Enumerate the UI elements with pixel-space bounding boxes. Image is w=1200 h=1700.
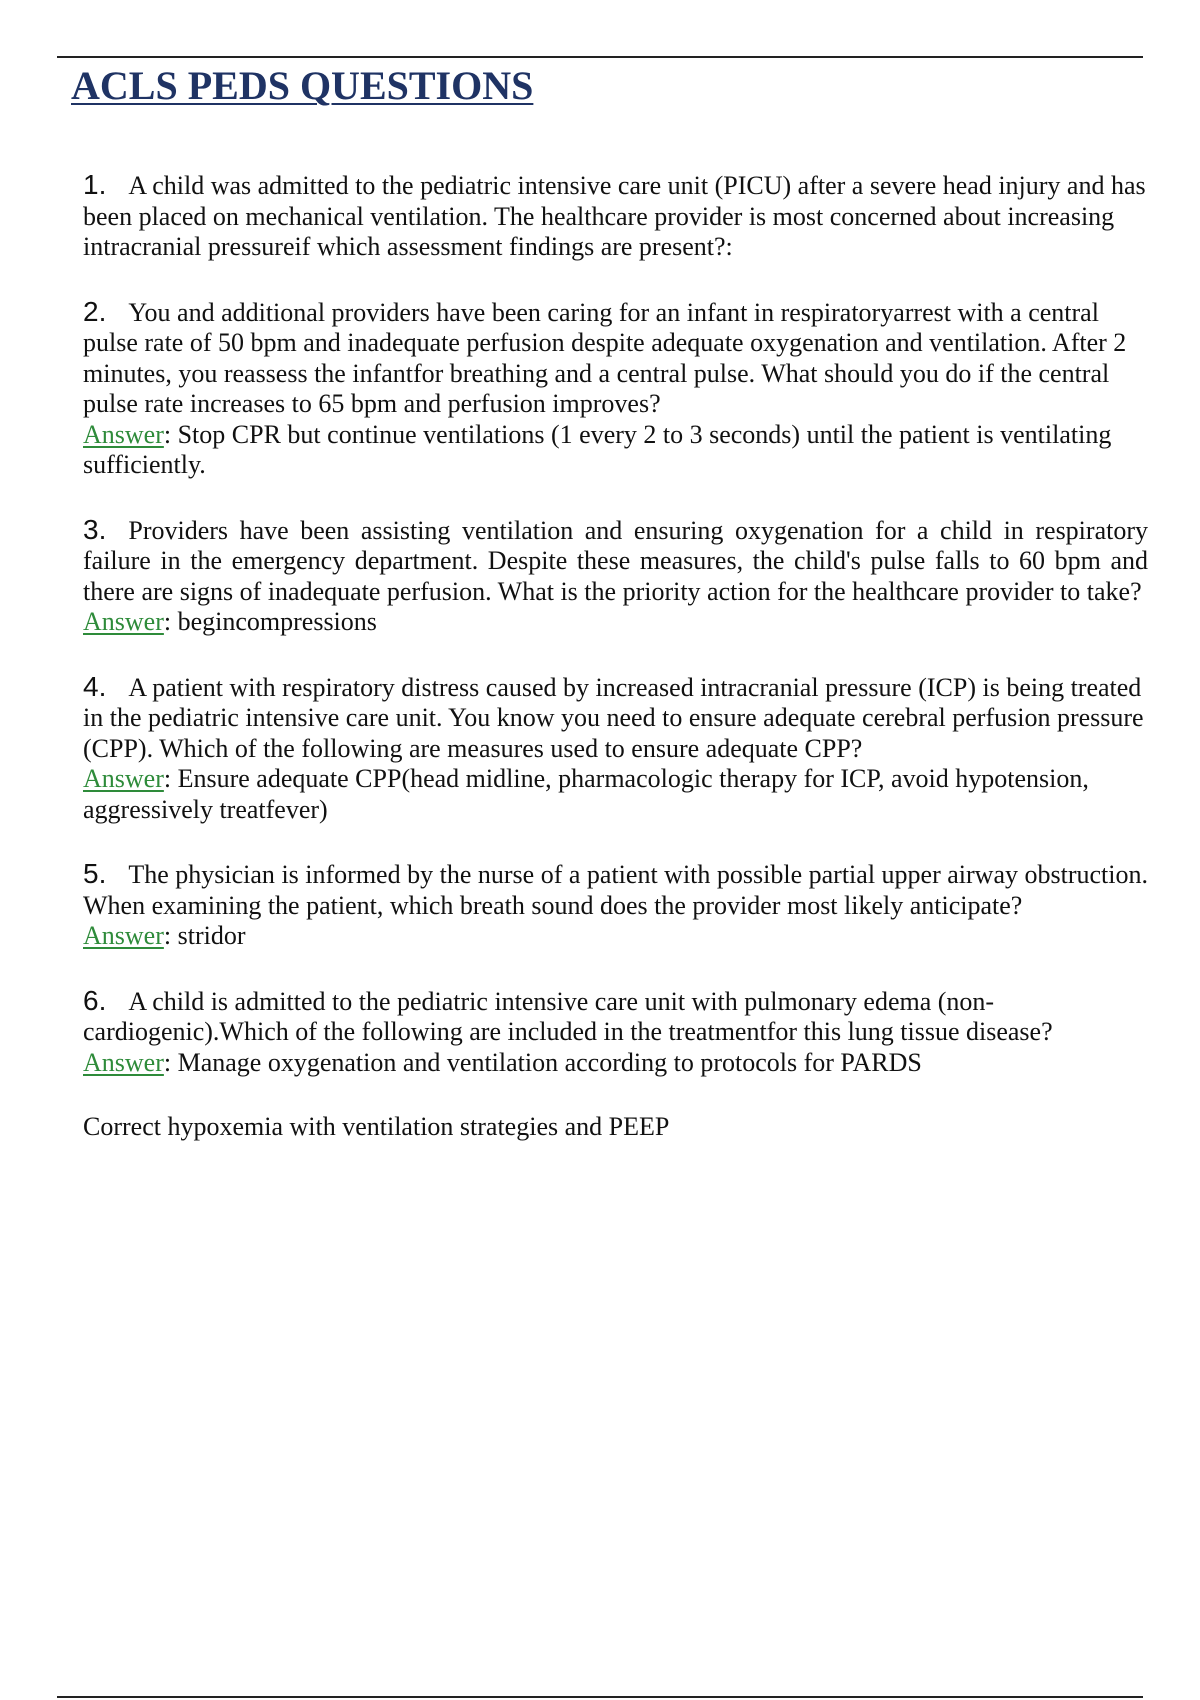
extra-note: Correct hypoxemia with ventilation strategies and PEEP xyxy=(83,1112,670,1141)
question-text xyxy=(83,170,1148,263)
answer-text xyxy=(83,764,1148,825)
question-text xyxy=(83,859,1148,921)
question-number: 1. xyxy=(83,169,107,200)
answer-body: : stridor xyxy=(163,921,246,950)
answer-label: Answer xyxy=(83,764,164,793)
question-item-2 xyxy=(83,297,1148,481)
question-body: The physician is informed by the nurse of a patient with possible partial upper airway obstruction. When examining the patient, which breath sound does the provider most likely anticipate? xyxy=(83,860,1148,920)
document-title: ACLS PEDS QUESTIONS xyxy=(71,63,534,108)
question-body: A patient with respiratory distress caused by increased intracranial pressure (ICP) is being treated in the pediatric intensive care unit. You know you need to ensure adequate cerebral perfusion pressure (CPP). Which of the following are measures used to ensure adequate CPP? xyxy=(83,672,1144,763)
answer-body: : Manage oxygenation and ventilation according to protocols for PARDS xyxy=(163,1047,922,1077)
question-item-4 xyxy=(83,672,1148,826)
answer-body: : Ensure adequate CPP(head midline, pharmacologic therapy for ICP, avoid hypotension, aggressively treatfever) xyxy=(83,764,1089,824)
question-number: 4. xyxy=(83,670,107,702)
answer-label: Answer xyxy=(83,921,164,950)
question-number: 2. xyxy=(83,295,107,327)
answer-text xyxy=(83,607,1148,638)
question-body: Providers have been assisting ventilation and ensuring oxygenation for a child in respiratory failure in the emergency department. Despite these measures, the child's pulse falls to 60 bpm and there are signs of inadequate perfusion. What is the priority action for the healthcare provider to take? xyxy=(83,515,1148,606)
answer-text xyxy=(83,420,1148,481)
answer-body: : begincompressions xyxy=(163,607,377,636)
question-body: A child was admitted to the pediatric intensive care unit (PICU) after a severe head injury and has been placed on mechanical ventilation. The healthcare provider is most concerned about increasing intracranial pressureif which assessment findings are present?: xyxy=(83,171,1146,261)
question-item-5 xyxy=(83,859,1148,952)
question-number: 3. xyxy=(83,513,107,545)
bottom-rule xyxy=(57,1696,1143,1698)
answer-label: Answer xyxy=(83,607,164,636)
answer-label: Answer xyxy=(83,1047,164,1077)
question-text xyxy=(83,515,1148,608)
question-text xyxy=(83,986,1148,1048)
answer-text xyxy=(83,1048,1148,1079)
question-list xyxy=(83,170,1148,1143)
question-item-3 xyxy=(83,515,1148,638)
answer-body: : Stop CPR but continue ventilations (1 every 2 to 3 seconds) until the patient is ventilating sufficiently. xyxy=(83,419,1112,479)
question-item-1 xyxy=(83,170,1148,263)
answer-text xyxy=(83,921,1148,952)
question-item-6 xyxy=(83,986,1148,1079)
question-text xyxy=(83,672,1148,765)
question-body: A child is admitted to the pediatric intensive care unit with pulmonary edema (non-cardiogenic).Which of the following are included in the treatmentfor this lung tissue disease? xyxy=(83,986,1053,1046)
answer-label: Answer xyxy=(83,419,164,449)
question-text xyxy=(83,297,1148,420)
question-number: 5. xyxy=(83,858,107,889)
question-body: You and additional providers have been caring for an infant in respiratoryarrest with a central pulse rate of 50 bpm and inadequate perfusion despite adequate oxygenation and ventilation. After 2 minutes, you reassess the infantfor breathing and a central pulse. What should you do if the central pulse rate increases to 65 bpm and perfusion improves? xyxy=(83,297,1127,418)
top-rule xyxy=(57,56,1143,58)
question-number: 6. xyxy=(83,984,107,1016)
